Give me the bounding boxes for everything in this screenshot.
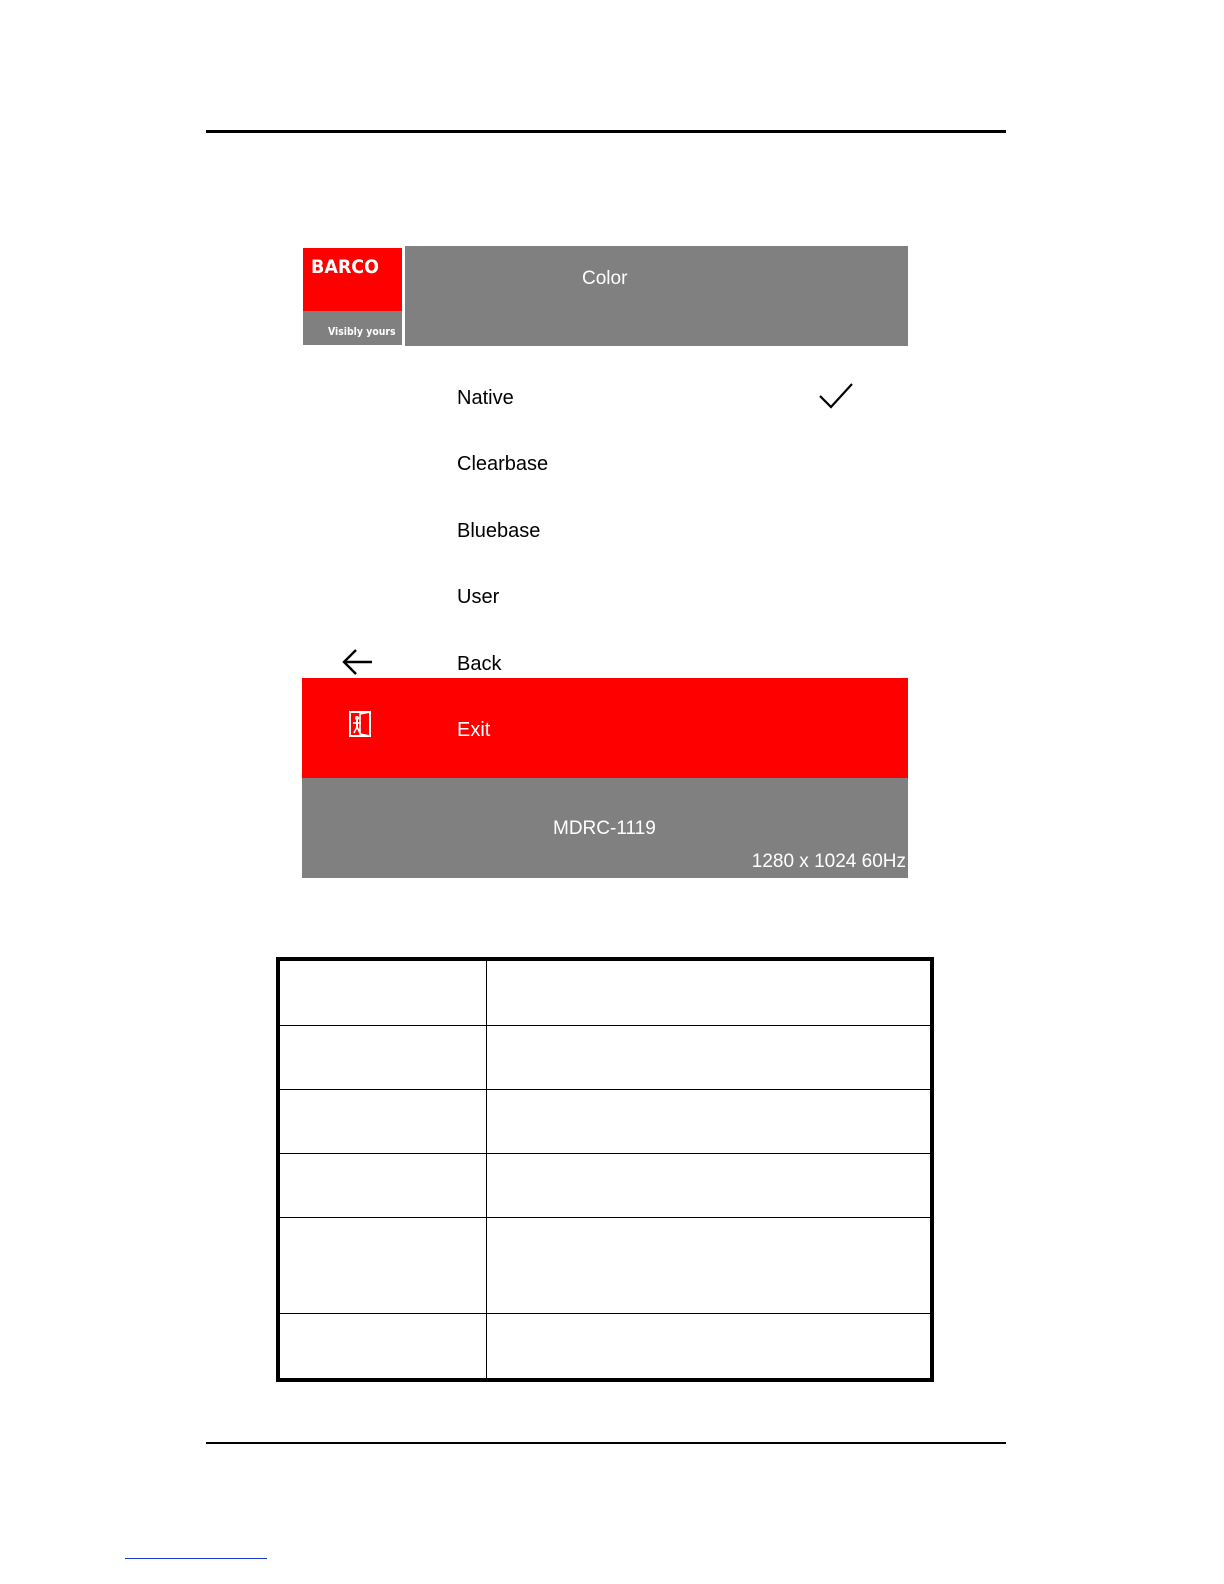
table-cell [487,1025,933,1089]
table-cell [487,1153,933,1217]
menu-title: Color [582,268,628,289]
menu-item-label: Back [457,653,502,675]
barco-logo [303,248,402,345]
check-icon [818,382,854,410]
table-cell [278,959,487,1025]
menu-item-label: Bluebase [457,520,541,542]
table-cell [487,1089,933,1153]
footer-rule [206,1442,1006,1444]
back-arrow-icon [342,648,374,676]
logo-tagline-strip [303,311,402,345]
menu-item-label: Clearbase [457,453,549,475]
menu-item-native[interactable] [302,386,908,452]
model-name: MDRC-1119 [553,818,656,839]
menu-title-bar [405,246,908,346]
status-bar [302,778,908,878]
menu-item-label: User [457,586,500,608]
table-cell [278,1025,487,1089]
table-cell [278,1218,487,1314]
table-cell [278,1089,487,1153]
logo-tagline: Visibly yours [328,325,396,338]
table-row [278,1218,932,1314]
footer-link-underline[interactable] [125,1558,267,1559]
table-row [278,1025,932,1089]
resolution-readout: 1280 x 1024 60Hz [751,851,906,872]
header-rule [206,130,1006,133]
menu-item-label: Native [457,387,514,409]
osd-menu [302,246,908,878]
table-cell [278,1153,487,1217]
exit-door-icon [348,710,374,738]
table-cell [487,959,933,1025]
table-cell [487,1218,933,1314]
logo-text: BARCO [311,256,380,278]
menu-item-bluebase[interactable] [302,519,908,585]
table-row [278,1153,932,1217]
table-cell [278,1314,487,1380]
table-row [278,1089,932,1153]
spec-table [276,957,934,1382]
table-row [278,1314,932,1380]
menu-item-exit[interactable] [302,678,908,778]
table-row [278,959,932,1025]
menu-item-clearbase[interactable] [302,452,908,518]
table-cell [487,1314,933,1380]
menu-item-user[interactable] [302,585,908,651]
exit-label: Exit [457,719,491,741]
